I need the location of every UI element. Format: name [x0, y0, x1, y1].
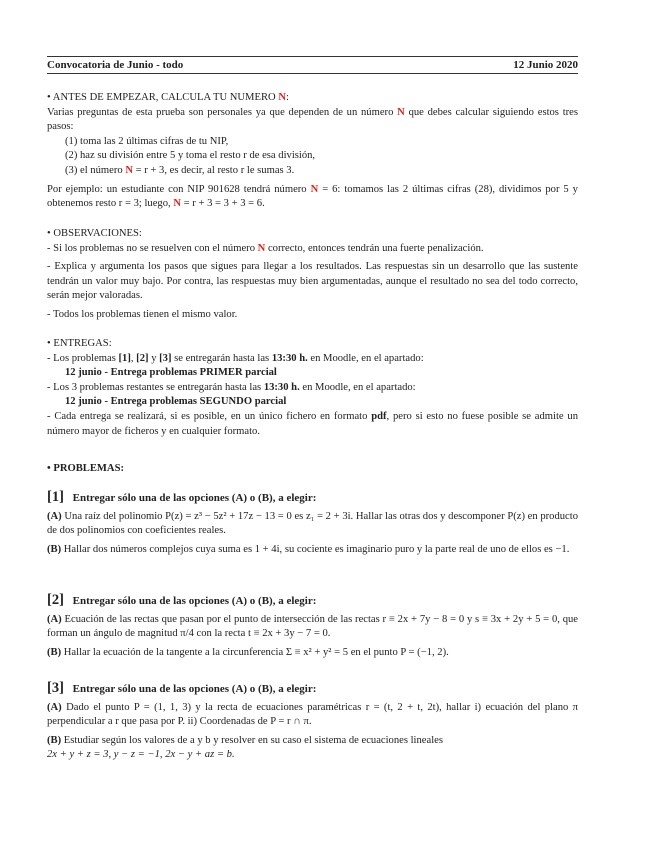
deadline-time: 13:30 h.: [271, 352, 308, 364]
entregas-text-a: - Los problemas: [47, 352, 116, 364]
problem-2-option-a: [47, 613, 578, 642]
colon: :: [285, 92, 289, 103]
bullet: •: [47, 338, 51, 349]
exam-title: Convocatoria de Junio - todo: [47, 59, 184, 71]
header-rule-bottom: [47, 73, 578, 74]
example-text-b: = 6: tomamos las 2 últimas cifras (28), dividimos por 5 y obtenemos resto r = 3; luego,: [47, 183, 578, 210]
and-text: y: [151, 352, 157, 364]
entregas-line-1: - Los problemas [1], [2] y [3] se entregarán hasta las 13:30 h. en Moodle, en el apartado:: [47, 352, 424, 364]
obs-line-1: [47, 242, 578, 257]
problem-3: [47, 681, 578, 763]
entregas-text-c: en Moodle, en el apartado:: [310, 352, 424, 364]
problemas-heading-block: [47, 462, 578, 477]
problem-3-option-b: [47, 734, 578, 749]
option-label: (A): [47, 613, 62, 625]
problem-heading: Entregar sólo una de las opciones (A) o (B), a elegir:: [72, 683, 317, 695]
entregas-line-2: [47, 381, 578, 396]
step-3-text-a: (3) el número: [65, 164, 123, 176]
problem-ref-2: [2]: [136, 352, 149, 364]
example-text-c: = r + 3 = 3 + 3 = 6.: [183, 198, 265, 210]
option-text: Hallar la ecuación de la tangente a la circunferencia Σ ≡ x² + y² = 5 en el punto P = (−1, 2).: [63, 646, 449, 658]
problem-2-option-b: [47, 646, 578, 661]
problem-number: [3]: [47, 680, 64, 696]
deadline-time: 13:30 h.: [263, 381, 300, 393]
problemas-title: PROBLEMAS:: [53, 463, 125, 474]
option-label: (B): [47, 646, 62, 658]
entregas-line-3: [47, 410, 578, 439]
problem-3-option-a: [47, 701, 578, 730]
obs-line-3: - Todos los problemas tienen el mismo valor.: [47, 308, 238, 320]
entregas-section: [47, 337, 578, 439]
problem-2: [47, 593, 578, 660]
entregas-text-f: - Cada entrega se realizará, si es posible, en un único fichero en formato: [47, 410, 368, 422]
example-text-a: Por ejemplo: un estudiante con NIP 901628 tendrá número: [47, 183, 307, 195]
step-3-text-b: = r + 3, es decir, al resto r le sumas 3.: [135, 164, 295, 176]
intro-title: ANTES DE EMPEZAR, CALCULA TU NUMERO: [52, 92, 276, 103]
option-text: Una raíz del polinomio P(z) = z³ − 5z² + 17z − 13 = 0 es z₁ = 2 + 3i. Hallar las otras dos y descomponer P(z) en producto de dos polinomios con coeficientes reales.: [47, 510, 578, 537]
apartado-2: 12 junio - Entrega problemas SEGUNDO parcial: [65, 396, 287, 408]
problem-1: [47, 490, 578, 557]
step-2: (2) haz su división entre 5 y toma el resto r de esa división,: [65, 150, 316, 162]
step-3: [47, 164, 578, 179]
step-1: (1) toma las 2 últimas cifras de tu NIP,: [65, 135, 229, 147]
problem-1-option-a: [47, 510, 578, 539]
problem-ref-1: [1]: [118, 352, 131, 364]
option-text: Ecuación de las rectas que pasan por el punto de intersección de las rectas r ≡ 2x + 7y − 8 = 0 y s ≡ 3x + 2y + 5 = 0, que forman un ángulo de magnitud π/4 con la recta t ≡ 2x + 3y − 7 = 0.: [47, 613, 578, 640]
option-label: (B): [47, 734, 62, 746]
intro-text-a: Varias preguntas de esta prueba son personales ya que dependen de un número: [47, 106, 394, 118]
entregas-heading: [47, 337, 578, 352]
problem-number: [2]: [47, 592, 64, 608]
entregas-text-b: se entregarán hasta las: [174, 352, 270, 364]
option-label: (A): [47, 510, 62, 522]
obs-line-2: - Explica y argumenta los pasos que sigues para llegar a los resultados. Las respuestas sin un desarrollo que las sustente tendrán un valor muy bajo. Por contra, las respuestas muy bien argumentadas, aunque el resultado no sea del todo correcto, serán mejor valoradas.: [47, 261, 578, 302]
problem-2-title: [47, 593, 578, 609]
option-text: Estudiar según los valores de a y b y resolver en su caso el sistema de ecuaciones lineales: [63, 734, 443, 746]
observaciones-section: [47, 227, 578, 323]
option-text: Hallar dos números complejos cuya suma es 1 + 4i, su cociente es imaginario puro y la parte real de uno de ellos es −1.: [63, 543, 570, 555]
header: [47, 59, 578, 71]
pdf-format: pdf: [371, 410, 387, 422]
intro-heading: [47, 91, 578, 106]
intro-text-b: que debes calcular siguiendo estos tres pasos:: [47, 106, 578, 133]
problem-ref-3: [3]: [159, 352, 172, 364]
option-text: Dado el punto P = (1, 1, 3) y la recta de ecuaciones paramétricas r = (t, 2 + t, 2t), hallar i) ecuación del plano π perpendicular a r que pasa por P. ii) Coordenadas de P = r ∩ π.: [47, 701, 578, 728]
exam-date: 12 Junio 2020: [513, 59, 578, 71]
problem-1-option-b: [47, 543, 578, 558]
obs-text-b: correcto, entonces tendrán una fuerte penalización.: [267, 242, 484, 254]
intro-section: [47, 91, 578, 212]
obs-title: OBSERVACIONES:: [53, 228, 142, 239]
intro-paragraph: [47, 106, 578, 135]
obs-heading: [47, 227, 578, 242]
problem-heading: Entregar sólo una de las opciones (A) o (B), a elegir:: [72, 492, 317, 504]
option-label: (A): [47, 701, 62, 713]
problem-heading: Entregar sólo una de las opciones (A) o (B), a elegir:: [72, 595, 317, 607]
entregas-text-g: , pero si esto no fuese posible se admite un número mayor de ficheros y en cualquier formato.: [47, 410, 579, 437]
problemas-heading: [47, 462, 578, 477]
obs-text-a: - Si los problemas no se resuelven con el número: [47, 242, 256, 254]
n-symbol: N: [173, 198, 181, 210]
entregas-title: ENTREGAS:: [53, 338, 112, 349]
n-symbol: N: [278, 92, 286, 103]
example-paragraph: [47, 183, 578, 212]
n-symbol: N: [397, 106, 405, 118]
n-symbol: N: [310, 183, 319, 195]
bullet: •: [47, 92, 51, 103]
entregas-text-e: en Moodle, en el apartado:: [302, 381, 416, 393]
bullet: •: [47, 228, 51, 239]
problem-3-title: [47, 681, 578, 697]
n-symbol: N: [125, 164, 133, 176]
problem-1-title: [47, 490, 578, 506]
entregas-text-d: - Los 3 problemas restantes se entregarán hasta las: [47, 381, 262, 393]
header-rule-top: [47, 56, 578, 57]
bullet: •: [47, 463, 51, 474]
option-label: (B): [47, 543, 62, 555]
n-symbol: N: [257, 242, 266, 254]
apartado-1: 12 junio - Entrega problemas PRIMER parcial: [65, 367, 277, 379]
problem-number: [1]: [47, 489, 64, 505]
problem-3-system: 2x + y + z = 3, y − z = −1, 2x − y + az = b.: [47, 749, 235, 761]
